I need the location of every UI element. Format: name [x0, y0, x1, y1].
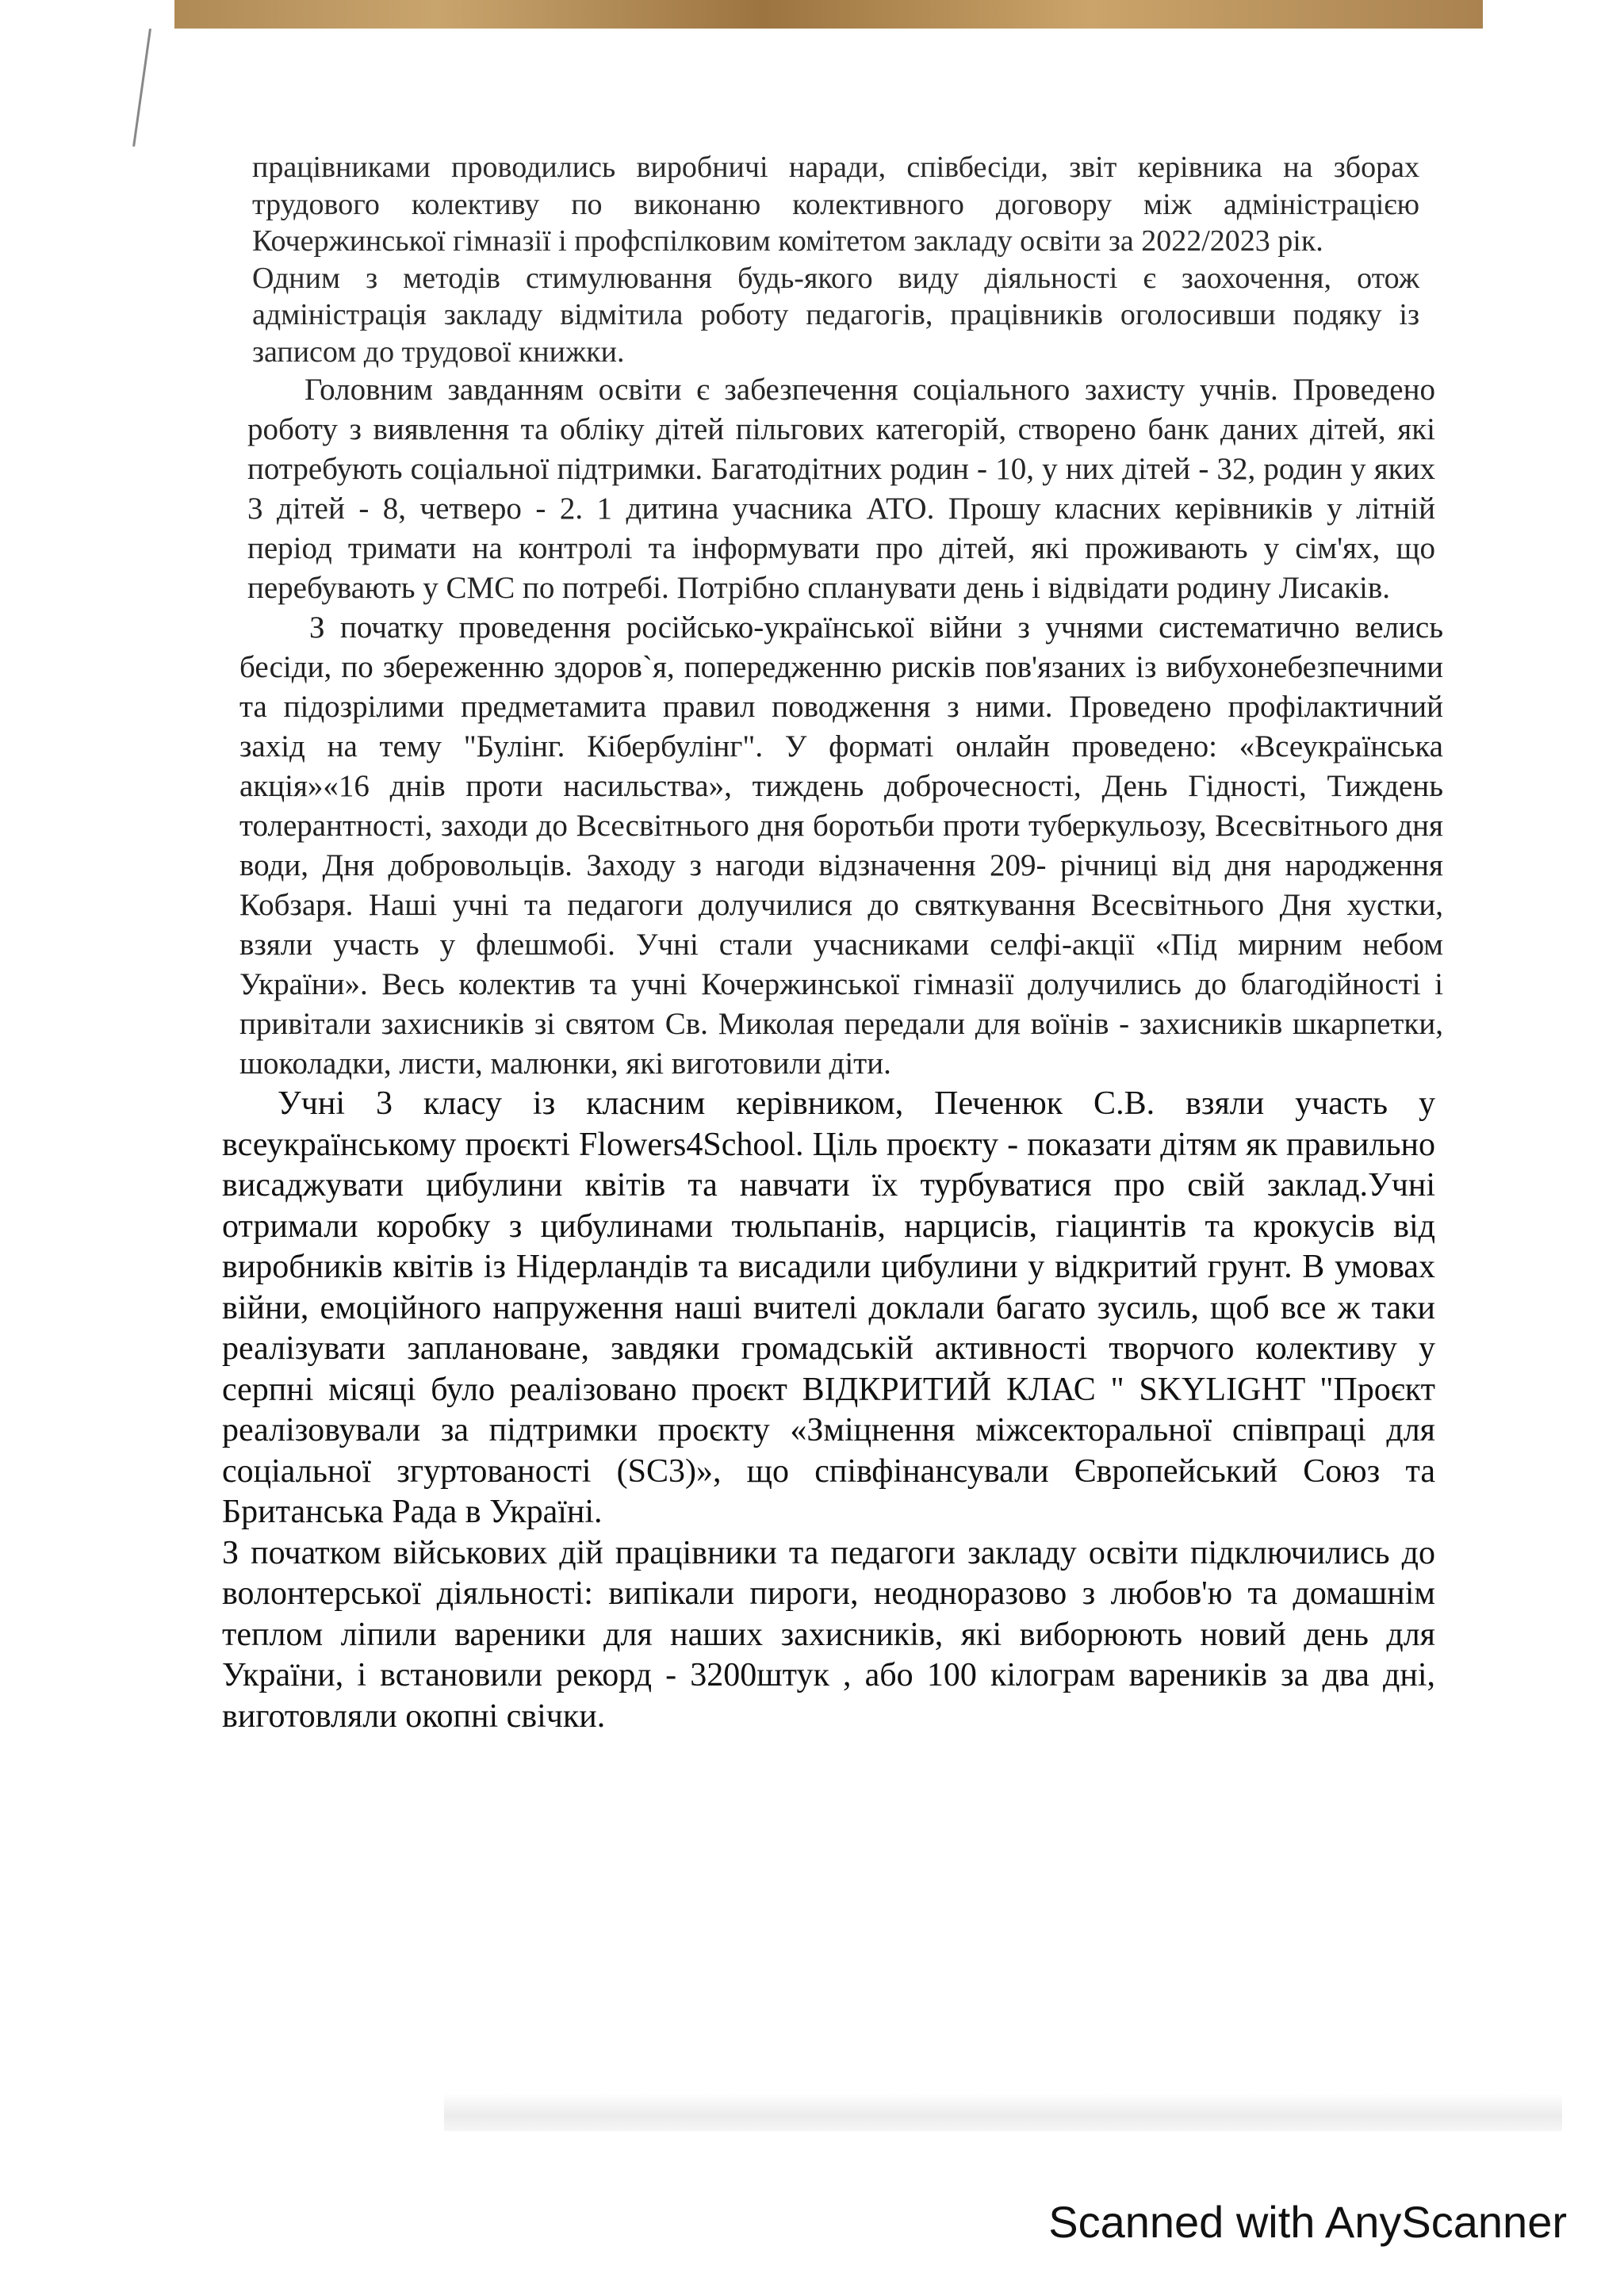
paragraph-flowers4school: Учні 3 класу із класним керівником, Печенюк С.В. взяли участь у всеукраїнському проєкті Flowers4School. Ціль проєкту - показати дітям як правильно висаджувати цибулини квітів та навчати їх турбуватися про свій заклад.Учні отримали коробку з цибулинами тюльпанів, нарцисів, гіацинтів та крокусів від виробників квітів із Нідерландів та висадили цибулини у відкритий грунт. В умовах війни, емоційного напруження наші вчителі доклали багато зусиль, щоб все ж таки реалізувати заплановане, завдяки громадській активності творчого колективу у серпні місяці було реалізовано проєкт ВІДКРИТИЙ КЛАС " SKYLIGHT "Проєкт реалізовували за підтримки проєкту «Зміцнення міжсекторальної співпраці для соціальної згуртованості (SC3)», що співфінансували Європейський Союз та Британська Рада в Україні. [222, 1085, 1435, 1530]
paper-shadow [444, 2093, 1562, 2131]
scan-top-edge [174, 0, 1483, 29]
paragraph-social-protection: Головним завданням освіти є забезпечення соціального захисту учнів. Проведено роботу з виявлення та обліку дітей пільгових категорій, створено банк даних дітей, які потребують соціальної підтримки. Багатодітних родин - 10, у них дітей - 32, родин у яких 3 дітей - 8, четверо - 2. 1 дитина учасника АТО. Прошу класних керівників у літній період тримати на контролі та інформувати про дітей, які проживають у сім'ях, що перебувають у СМС по потребі. Потрібно спланувати день і відвідати родину Лисаків. [247, 373, 1435, 605]
scanner-watermark: Scanned with AnyScanner [1048, 2197, 1567, 2247]
paragraph-war-activities: З початку проведення російсько-української війни з учнями систематично велись бесіди, по збереженню здоров`я, попередженню рисків пов'язаних із вибухонебезпечними та підозрілими предметамита правил поводження з ними. Проведено профілактичний захід на тему "Булінг. Кібербулінг". У форматі онлайн проведено: «Всеукраїнська акція»«16 днів проти насильства», тиждень доброчесності, День Гідності, Тиждень толерантності, заходи до Всесвітнього дня боротьби проти туберкульозу, Всесвітнього дня води, Дня добровольців. Заходу з нагоди відзначення 209- річниці від дня народження Кобзаря. Наші учні та педагоги долучилися до святкування Всесвітнього Дня хустки, взяли участь у флешмобі. Учні стали учасниками селфі-акції «Під мирним небом України». Весь колектив та учні Кочержинської гімназії долучились до благодійності і привітали захисників зі святом Св. Миколая передали для воїнів - захисників шкарпетки, шоколадки, листи, малюнки, які виготовили діти. [239, 610, 1443, 1081]
paragraph-group-projects [222, 1084, 1435, 1737]
paragraph-meetings: працівниками проводились виробничі наради, співбесіди, звіт керівника на зборах трудового колективу по виконаню колективного договору між адміністрацією Кочержинської гімназії і профспілковим комітетом закладу освіти за 2022/2023 рік. [252, 151, 1419, 258]
scan-margin-line [132, 29, 151, 147]
document-page [214, 149, 1443, 1737]
paragraph-encouragement: Одним з методів стимулювання будь-якого виду діяльності є заохочення, отож адміністрація закладу відмітила роботу педагогів, працівників оголосивши подяку із записом до трудової книжки. [252, 261, 1419, 369]
paragraph-volunteering: З початком військових дій працівники та педагоги закладу освіти підключились до волонтерської діяльності: випікали пироги, неодноразово з любов'ю та домашнім теплом ліпили вареники для наших захисників, які виборюють новий день для України, і встановили рекорд - 3200штук , або 100 кілограм вареників за два дні, виготовляли окопні свічки. [222, 1534, 1435, 1735]
